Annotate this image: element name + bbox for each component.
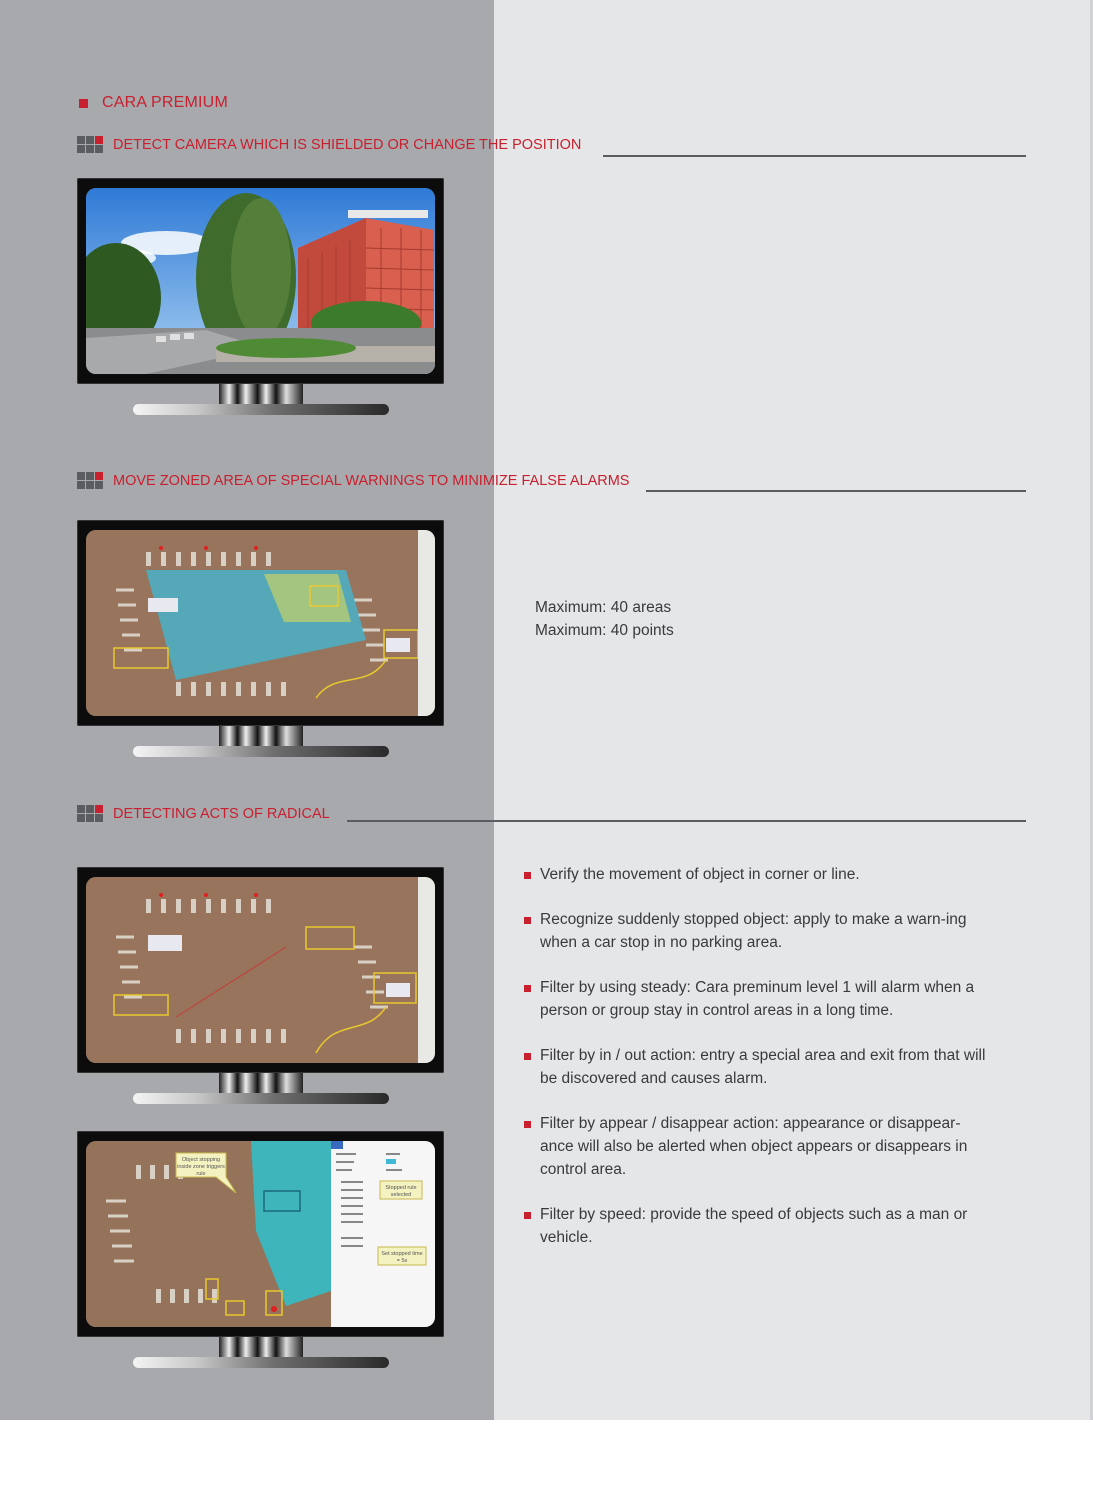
- callout-text-3: Set stopped time: [381, 1251, 423, 1257]
- grid-icon: [77, 136, 103, 154]
- red-square-bullet-icon: [524, 872, 531, 879]
- red-square-bullet-icon: [79, 99, 88, 108]
- monitor-neck: [219, 1073, 303, 1095]
- section-heading-camera: [77, 136, 581, 154]
- list-item: [524, 1203, 994, 1249]
- camera-image-rule-config: [86, 1141, 435, 1327]
- feature-text: Filter by speed: provide the speed of objects such as a man or vehicle.: [540, 1206, 968, 1246]
- callout-text-1: Object stopping: [181, 1157, 221, 1163]
- section-rule: [603, 155, 1026, 157]
- monitor-base: [133, 746, 389, 757]
- monitor-base: [133, 1357, 389, 1368]
- monitor-bezel: [77, 867, 444, 1073]
- section-heading-radical: [77, 805, 330, 823]
- red-square-bullet-icon: [524, 1053, 531, 1060]
- svg-text:rule: rule: [196, 1171, 206, 1177]
- red-square-bullet-icon: [524, 1212, 531, 1219]
- list-item: [524, 976, 994, 1022]
- camera-image-parking-zones: [86, 530, 435, 716]
- section-title: MOVE ZONED AREA OF SPECIAL WARNINGS TO MINIMIZE FALSE ALARMS: [113, 473, 630, 489]
- zone-limit-points: Maximum: 40 points: [535, 622, 674, 639]
- monitor-neck: [219, 1337, 303, 1359]
- grid-icon: [77, 472, 103, 490]
- feature-text: Filter by using steady: Cara preminum level 1 will alarm when a person or group stay in control areas in a long time.: [540, 979, 975, 1019]
- monitor-bezel: [77, 1131, 444, 1337]
- list-item: [524, 1112, 994, 1181]
- monitor-base: [133, 1093, 389, 1104]
- monitor-neck: [219, 384, 303, 406]
- svg-text:= 5s: = 5s: [396, 1258, 408, 1264]
- camera-image-building: [86, 188, 435, 374]
- monitor-bezel: [77, 178, 444, 384]
- monitor-neck: [219, 726, 303, 748]
- zone-limits: [535, 596, 674, 642]
- callout-text-2: Stopped rule: [385, 1185, 417, 1191]
- list-item: [524, 908, 994, 954]
- camera-image-parking: [86, 877, 435, 1063]
- list-item: [524, 863, 994, 886]
- section-title: DETECT CAMERA WHICH IS SHIELDED OR CHANGE THE POSITION: [113, 137, 582, 153]
- zone-limit-areas: Maximum: 40 areas: [535, 599, 672, 616]
- brand-heading: [79, 94, 228, 112]
- section-rule: [646, 490, 1026, 492]
- section-title: DETECTING ACTS OF RADICAL: [113, 806, 330, 822]
- feature-text: Filter by in / out action: entry a special area and exit from that will be discovered and causes alarm.: [540, 1047, 986, 1087]
- grid-icon: [77, 805, 103, 823]
- section-rule: [347, 820, 1026, 822]
- svg-text:selected: selected: [390, 1192, 412, 1198]
- red-square-bullet-icon: [524, 917, 531, 924]
- svg-text:inside zone triggers: inside zone triggers: [177, 1164, 225, 1170]
- monitor-base: [133, 404, 389, 415]
- feature-text: Recognize suddenly stopped object: apply to make a warn-ing when a car stop in no parking area.: [540, 911, 967, 951]
- red-square-bullet-icon: [524, 1121, 531, 1128]
- feature-list: [524, 863, 994, 1271]
- feature-text: Filter by appear / disappear action: appearance or disappear-ance will also be alerted when object appears or disappears in control area.: [540, 1115, 968, 1178]
- section-heading-zones: [77, 472, 629, 490]
- list-item: [524, 1044, 994, 1090]
- feature-text: Verify the movement of object in corner or line.: [540, 866, 860, 883]
- red-square-bullet-icon: [524, 985, 531, 992]
- brand-title: CARA PREMIUM: [102, 94, 228, 111]
- monitor-bezel: [77, 520, 444, 726]
